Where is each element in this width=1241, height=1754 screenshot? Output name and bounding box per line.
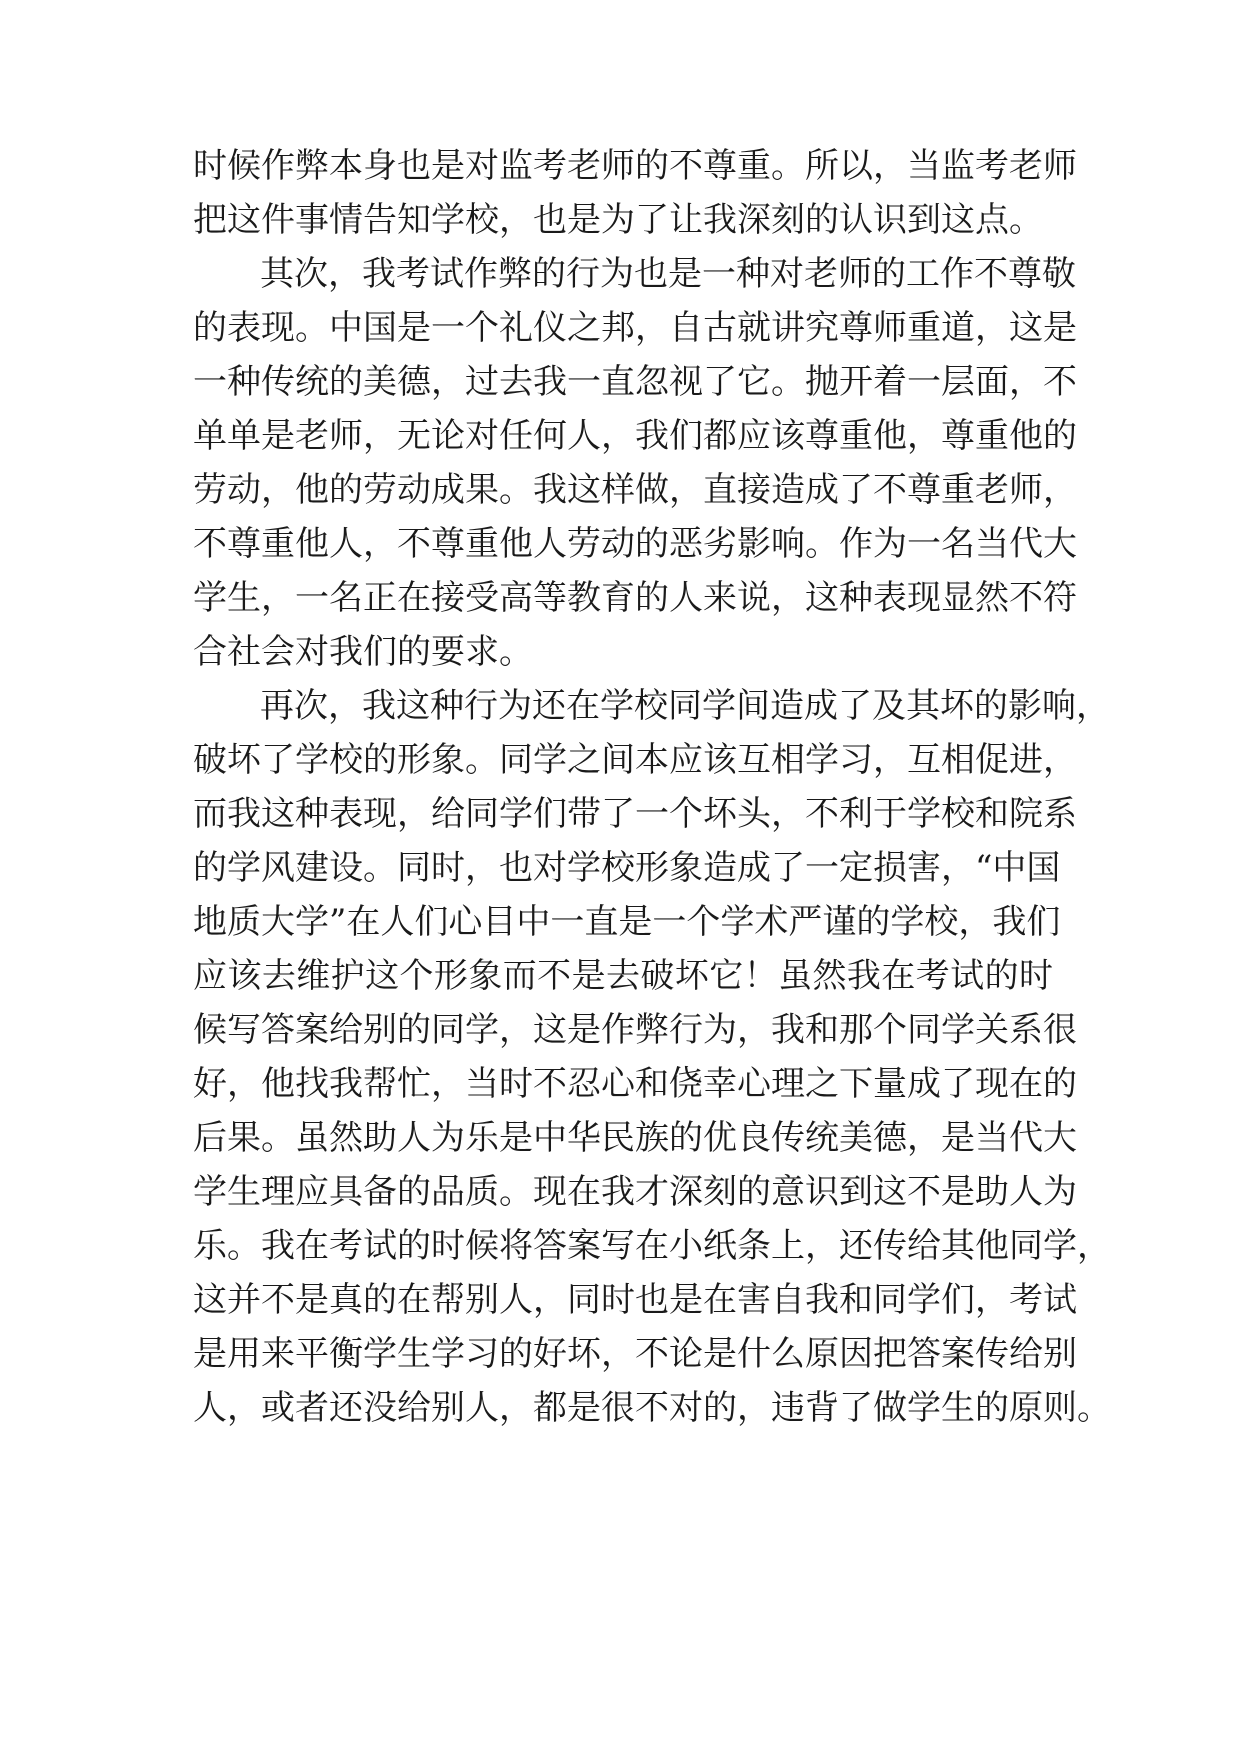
text-line-19: 后果。虽然助人为乐是中华民族的优良传统美德，是当代大 xyxy=(193,1118,1077,1158)
text-line-7: 劳动，他的劳动成果。我这样做，直接造成了不尊重老师， xyxy=(193,470,1077,510)
text-line-17: 候写答案给别的同学，这是作弊行为，我和那个同学关系很 xyxy=(193,1010,1077,1050)
text-line-14: 的学风建设。同时，也对学校形象造成了一定损害，“中国 xyxy=(193,848,1061,888)
text-line-12: 破坏了学校的形象。同学之间本应该互相学习，互相促进， xyxy=(193,740,1077,780)
text-line-13: 而我这种表现，给同学们带了一个坏头，不利于学校和院系 xyxy=(193,794,1077,834)
text-line-20: 学生理应具备的品质。现在我才深刻的意识到这不是助人为 xyxy=(193,1172,1077,1212)
text-line-2: 把这件事情告知学校，也是为了让我深刻的认识到这点。 xyxy=(193,200,1043,240)
text-line-6: 单单是老师，无论对任何人，我们都应该尊重他，尊重他的 xyxy=(193,416,1077,456)
paragraph-start-line: 其次，我考试作弊的行为也是一种对老师的工作不尊敬 xyxy=(260,254,1076,294)
text-line-9: 学生，一名正在接受高等教育的人来说，这种表现显然不符 xyxy=(193,578,1077,618)
text-line-16: 应该去维护这个形象而不是去破坏它！虽然我在考试的时 xyxy=(193,956,1053,996)
text-line-5: 一种传统的美德，过去我一直忽视了它。抛开着一层面，不 xyxy=(193,362,1077,402)
paragraph-start-line: 再次，我这种行为还在学校同学间造成了及其坏的影响， xyxy=(260,686,1110,726)
text-line-15: 地质大学”在人们心目中一直是一个学术严谨的学校，我们 xyxy=(193,902,1061,942)
text-line-8: 不尊重他人，不尊重他人劳动的恶劣影响。作为一名当代大 xyxy=(193,524,1077,564)
text-line-21: 乐。我在考试的时候将答案写在小纸条上，还传给其他同学， xyxy=(193,1226,1111,1266)
text-line-4: 的表现。中国是一个礼仪之邦，自古就讲究尊师重道，这是 xyxy=(193,308,1077,348)
text-line-24: 人，或者还没给别人，都是很不对的，违背了做学生的原则。 xyxy=(193,1388,1111,1428)
text-line-18: 好，他找我帮忙，当时不忍心和侥幸心理之下量成了现在的 xyxy=(193,1064,1077,1104)
text-line-22: 这并不是真的在帮别人，同时也是在害自我和同学们，考试 xyxy=(193,1280,1077,1320)
text-line-1: 时候作弊本身也是对监考老师的不尊重。所以，当监考老师 xyxy=(193,146,1077,186)
text-line-23: 是用来平衡学生学习的好坏，不论是什么原因把答案传给别 xyxy=(193,1334,1077,1374)
text-line-10: 合社会对我们的要求。 xyxy=(193,632,533,672)
